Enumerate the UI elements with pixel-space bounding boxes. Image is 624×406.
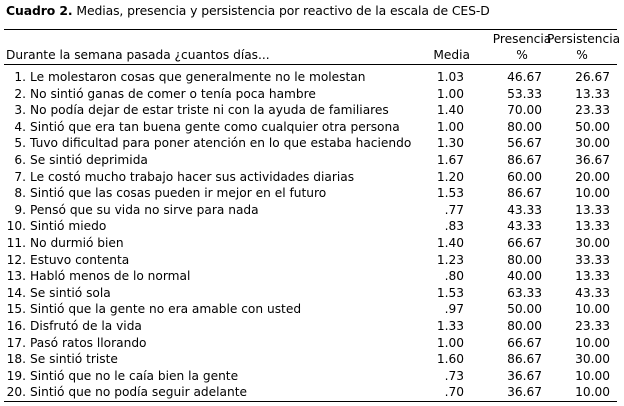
row-media: 1.33	[436, 319, 464, 333]
row-presencia: 66.67	[507, 335, 542, 350]
row-media: .97	[444, 302, 464, 317]
row-media: 1.60	[436, 352, 464, 367]
table-row	[0, 218, 624, 235]
row-presencia: 70.00	[507, 103, 542, 118]
row-question: Sintió que era tan buena gente como cualquier otra persona	[30, 119, 400, 134]
table-caption	[6, 3, 490, 19]
row-number: 11.	[6, 236, 26, 250]
row-presencia: 63.33	[507, 285, 542, 300]
row-question: Pasó ratos llorando	[30, 335, 147, 350]
table-row	[0, 301, 624, 318]
row-presencia: 86.67	[507, 352, 542, 367]
header-persistencia-unit: %	[576, 48, 588, 62]
row-question: Estuvo contenta	[30, 252, 130, 267]
row-persistencia: 50.00	[575, 119, 610, 134]
row-number: 1.	[14, 70, 26, 84]
row-persistencia: 36.67	[575, 153, 610, 167]
row-number: 14.	[6, 285, 26, 300]
table-row	[0, 368, 624, 385]
row-number: 18.	[6, 352, 26, 367]
row-persistencia: 13.33	[575, 269, 610, 284]
row-media: 1.23	[436, 252, 464, 267]
header-item: Durante la semana pasada ¿cuantos días...	[6, 48, 270, 62]
row-number: 5.	[14, 136, 26, 151]
row-media: .80	[444, 269, 464, 284]
row-media: 1.67	[436, 153, 464, 167]
row-question: Tuvo dificultad para poner atención en lo que estaba haciendo	[30, 136, 412, 151]
table-row	[0, 384, 624, 401]
row-number: 7.	[14, 169, 26, 184]
row-persistencia: 30.00	[575, 136, 610, 151]
row-presencia: 43.33	[507, 202, 542, 217]
row-media: .73	[444, 368, 464, 383]
row-media: 1.53	[436, 285, 464, 300]
row-media: 1.40	[436, 236, 464, 250]
row-presencia: 56.67	[507, 136, 542, 151]
row-persistencia: 10.00	[575, 302, 610, 317]
header-presencia: Presencia	[492, 32, 552, 46]
row-presencia: 40.00	[507, 269, 542, 284]
row-question: Sintió que la gente no era amable con usted	[30, 302, 302, 317]
row-question: Disfrutó de la vida	[30, 319, 142, 333]
table-row	[0, 119, 624, 136]
row-question: Pensó que su vida no sirve para nada	[30, 202, 259, 217]
row-number: 15.	[6, 302, 26, 317]
row-number: 10.	[6, 219, 26, 234]
table-row	[0, 335, 624, 352]
row-presencia: 80.00	[507, 319, 542, 333]
table-row	[0, 202, 624, 219]
table-row	[0, 235, 624, 252]
row-question: Sintió miedo	[30, 219, 107, 234]
row-persistencia: 10.00	[575, 385, 610, 400]
table-row	[0, 102, 624, 119]
table-row	[0, 185, 624, 202]
row-persistencia: 13.33	[575, 86, 610, 101]
table-row	[0, 268, 624, 285]
row-question: Le costó mucho trabajo hacer sus actividades diarias	[30, 169, 355, 184]
table-row	[0, 169, 624, 186]
row-media: 1.03	[436, 70, 464, 84]
row-question: Sintió que las cosas pueden ir mejor en el futuro	[30, 186, 327, 201]
row-number: 12.	[6, 252, 26, 267]
row-media: .77	[444, 202, 464, 217]
row-number: 16.	[6, 319, 26, 333]
row-persistencia: 33.33	[575, 252, 610, 267]
row-persistencia: 23.33	[575, 103, 610, 118]
row-question: Le molestaron cosas que generalmente no le molestan	[30, 70, 366, 84]
row-question: Habló menos de lo normal	[30, 269, 191, 284]
row-number: 9.	[14, 202, 26, 217]
row-number: 19.	[6, 368, 26, 383]
header-rule	[4, 64, 617, 65]
header-media: Media	[433, 48, 470, 62]
row-presencia: 66.67	[507, 236, 542, 250]
row-persistencia: 30.00	[575, 352, 610, 367]
table-row	[0, 351, 624, 368]
row-presencia: 36.67	[507, 368, 542, 383]
row-question: No podía dejar de estar triste ni con la ayuda de familiares	[30, 103, 389, 118]
table-row	[0, 86, 624, 103]
row-media: .70	[444, 385, 464, 400]
row-presencia: 80.00	[507, 119, 542, 134]
header-presencia-unit: %	[516, 48, 528, 62]
row-number: 6.	[14, 153, 26, 167]
row-persistencia: 10.00	[575, 368, 610, 383]
row-number: 17.	[6, 335, 26, 350]
row-presencia: 86.67	[507, 186, 542, 201]
row-presencia: 80.00	[507, 252, 542, 267]
row-media: 1.30	[436, 136, 464, 151]
table-row	[0, 285, 624, 302]
row-persistencia: 23.33	[575, 319, 610, 333]
table-row	[0, 135, 624, 152]
row-question: Sintió que no le caía bien la gente	[30, 368, 239, 383]
row-number: 20.	[6, 385, 26, 400]
row-media: 1.53	[436, 186, 464, 201]
row-question: Se sintió deprimida	[30, 153, 148, 167]
caption-text: Medias, presencia y persistencia por reactivo de la escala de CES-D	[72, 3, 490, 18]
row-presencia: 86.67	[507, 153, 542, 167]
row-presencia: 60.00	[507, 169, 542, 184]
table-row	[0, 318, 624, 335]
row-question: Se sintió sola	[30, 285, 111, 300]
row-number: 3.	[14, 103, 26, 118]
row-persistencia: 13.33	[575, 202, 610, 217]
row-persistencia: 13.33	[575, 219, 610, 234]
row-question: No sintió ganas de comer o tenía poca hambre	[30, 86, 316, 101]
row-media: 1.40	[436, 103, 464, 118]
row-presencia: 53.33	[507, 86, 542, 101]
header-persistencia: Persistencia	[547, 32, 621, 46]
row-presencia: 46.67	[507, 70, 542, 84]
row-presencia: 36.67	[507, 385, 542, 400]
row-number: 2.	[14, 86, 26, 101]
row-question: Sintió que no podía seguir adelante	[30, 385, 248, 400]
row-persistencia: 30.00	[575, 236, 610, 250]
row-persistencia: 10.00	[575, 335, 610, 350]
row-number: 8.	[14, 186, 26, 201]
row-question: No durmió bien	[30, 236, 124, 250]
row-question: Se sintió triste	[30, 352, 118, 367]
top-rule	[4, 29, 617, 30]
table-row	[0, 152, 624, 169]
row-persistencia: 43.33	[575, 285, 610, 300]
row-media: 1.00	[436, 335, 464, 350]
row-media: 1.20	[436, 169, 464, 184]
row-persistencia: 26.67	[575, 70, 610, 84]
row-presencia: 43.33	[507, 219, 542, 234]
table-row	[0, 252, 624, 269]
row-number: 4.	[14, 119, 26, 134]
row-media: .83	[444, 219, 464, 234]
row-presencia: 50.00	[507, 302, 542, 317]
caption-label: Cuadro 2.	[6, 3, 73, 18]
bottom-rule	[4, 401, 617, 402]
row-media: 1.00	[436, 86, 464, 101]
row-persistencia: 20.00	[575, 169, 610, 184]
row-number: 13.	[6, 269, 26, 284]
row-persistencia: 10.00	[575, 186, 610, 201]
table-row	[0, 69, 624, 86]
row-media: 1.00	[436, 119, 464, 134]
